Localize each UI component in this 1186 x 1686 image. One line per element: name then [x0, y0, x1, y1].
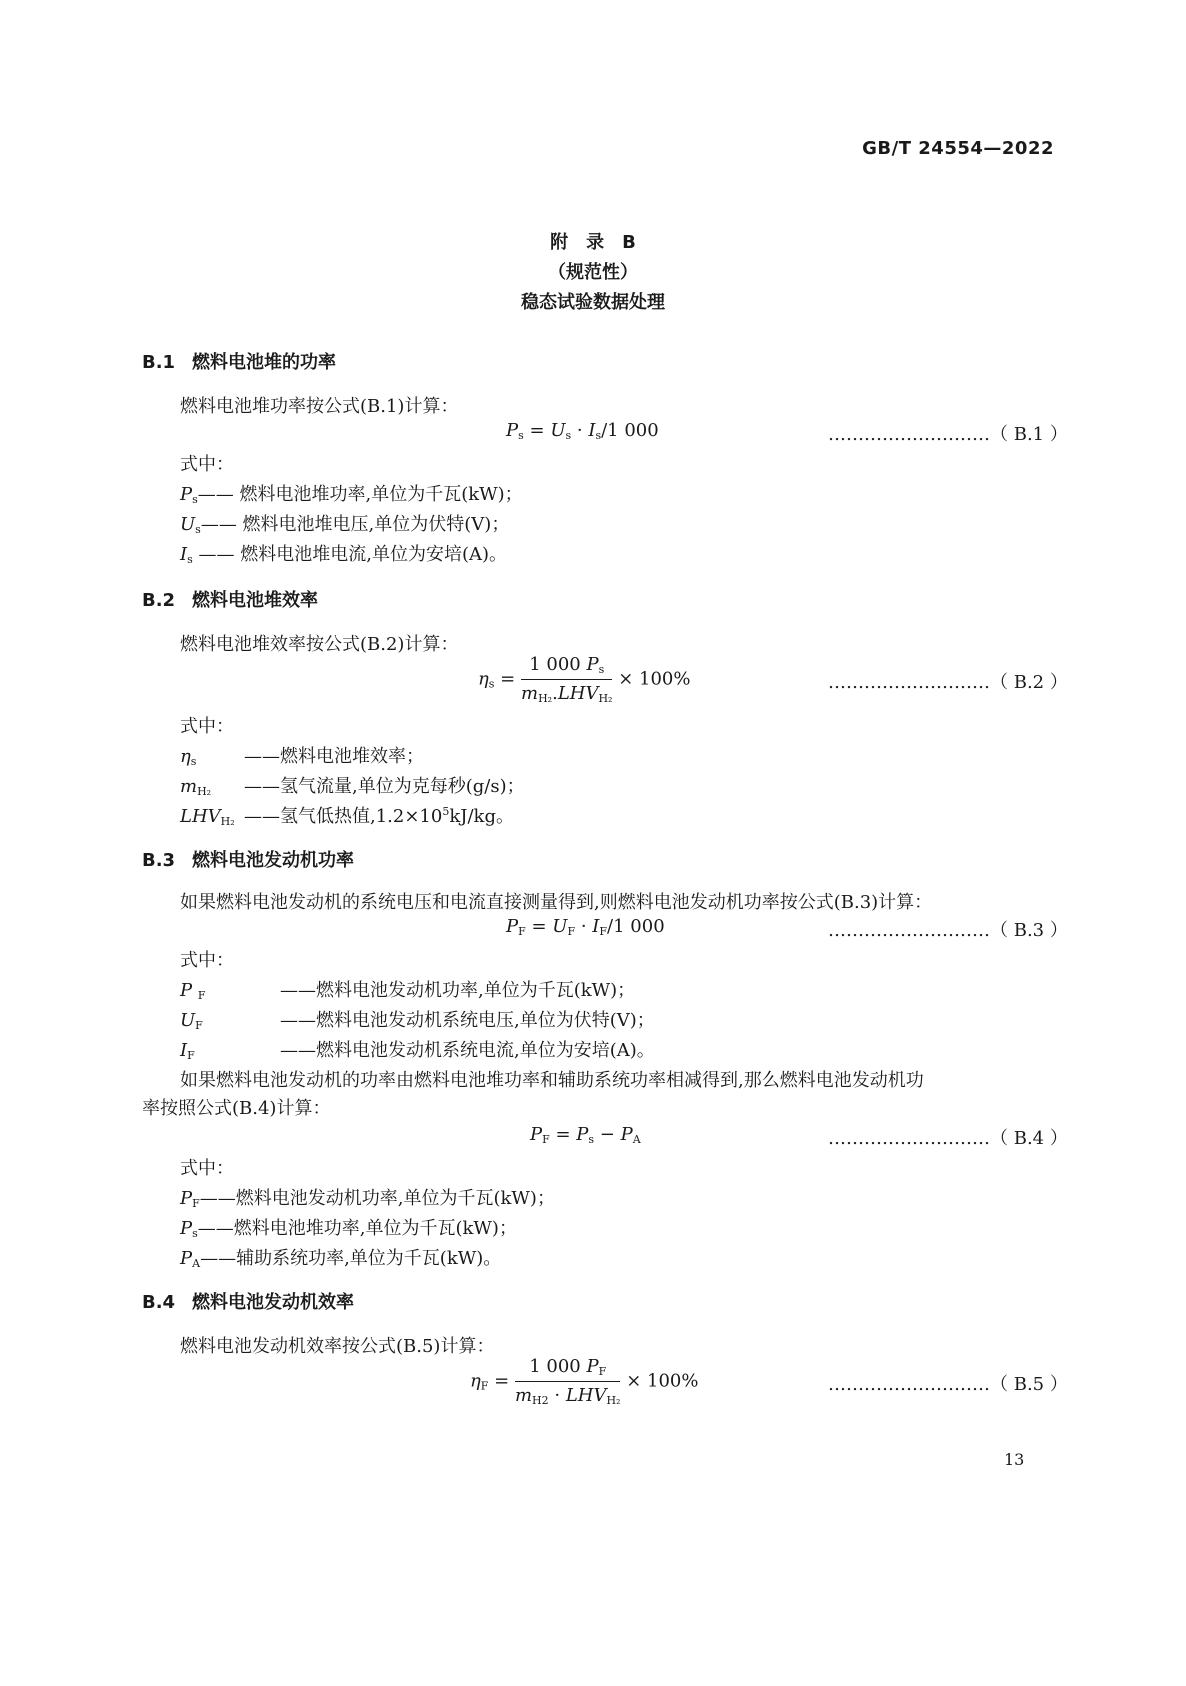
annex-heading: 稳态试验数据处理: [521, 292, 665, 313]
fraction: $\frac{1 000 P_F}{m_{H2} \cdot LHV_{H_2}}$: [514, 1356, 621, 1407]
equation-b3: $P_F = U_F \cdot I_F/1$ 000: [506, 916, 665, 938]
definition-item: $m_{H_2}$ ——氢气流量,单位为克每秒(g/s)；: [180, 776, 525, 798]
paragraph: 燃料电池发动机效率按公式(B.5)计算：: [180, 1336, 495, 1357]
definition-item: $P_s——$燃料电池堆功率,单位为千瓦(kW)；: [180, 1218, 517, 1240]
fraction: $\frac{1 000 P_s}{m_{H_2}.LHV_{H_2}}$: [520, 654, 613, 705]
definition-item: $LHV_{H_2}$ ——氢气低热值$,1.2\times 10^5kJ/kg$。: [180, 805, 514, 828]
page-number: 13: [1004, 1450, 1025, 1469]
where-label: 式中：: [180, 716, 234, 737]
section-heading-b3: [142, 846, 354, 872]
section-title: 燃料电池发动机功率: [192, 850, 354, 871]
section-title: 燃料电池发动机效率: [192, 1292, 354, 1313]
where-label: 式中：: [180, 454, 234, 475]
section-title: 燃料电池堆的功率: [192, 352, 336, 373]
annex-title: 附 录 B: [550, 232, 636, 253]
equation-b1: $P_s = U_s \cdot I_s/1$ 000: [506, 420, 659, 442]
where-label: 式中：: [180, 1158, 234, 1179]
definition-item: $I_F$ ——燃料电池发动机系统电流,单位为安培(A)。: [180, 1040, 655, 1062]
equation-tail: /1 000: [601, 420, 659, 441]
equation-number: ………………………（ B.2 ）: [828, 672, 1068, 693]
section-number: B.3: [142, 850, 176, 871]
definition-item: $U_F$ ——燃料电池发动机系统电压,单位为伏特(V)；: [180, 1010, 655, 1032]
paragraph: 燃料电池堆功率按公式(B.1)计算：: [180, 396, 459, 417]
definition-item: $P_F——$燃料电池发动机功率,单位为千瓦(kW)；: [180, 1188, 555, 1210]
definition-item: $P_A——$辅助系统功率,单位为千瓦(kW)。: [180, 1248, 502, 1270]
paragraph: 燃料电池堆效率按公式(B.2)计算：: [180, 634, 459, 655]
equation-number: ………………………（ B.5 ）: [828, 1374, 1068, 1395]
definition-item: P $_F$ ——燃料电池发动机功率,单位为千瓦(kW)；: [180, 980, 636, 1002]
definition-item: $U_s——$ 燃料电池堆电压,单位为伏特(V)；: [180, 514, 510, 536]
section-heading-b4: [142, 1288, 354, 1314]
paragraph: 如果燃料电池发动机的系统电压和电流直接测量得到,则燃料电池发动机功率按公式(B.3)计算：: [180, 892, 933, 913]
section-heading-b2: [142, 586, 318, 612]
section-number: B.4: [142, 1292, 176, 1313]
equation-number: ………………………（ B.4 ）: [828, 1128, 1068, 1149]
section-number: B.2: [142, 590, 176, 611]
definition-item: $P_s——$ 燃料电池堆功率,单位为千瓦(kW)；: [180, 484, 523, 506]
standard-number: GB/T 24554—2022: [862, 138, 1054, 159]
definition-item: $\eta_s$ ——燃料电池堆效率；: [180, 746, 424, 768]
section-title: 燃料电池堆效率: [192, 590, 318, 611]
equation-b4: $P_F = P_s - P_A$: [530, 1124, 641, 1146]
paragraph: 率按照公式(B.4)计算：: [142, 1098, 331, 1119]
annex-nature: （规范性）: [548, 262, 638, 283]
equation-number: ………………………（ B.3 ）: [828, 920, 1068, 941]
equation-number: ………………………（ B.1 ）: [828, 424, 1068, 445]
paragraph: 如果燃料电池发动机的功率由燃料电池堆功率和辅助系统功率相减得到,那么燃料电池发动机功: [180, 1070, 924, 1091]
where-label: 式中：: [180, 950, 234, 971]
section-number: B.1: [142, 352, 176, 373]
equation-b5: $\eta_F$ = $\frac{1 000 P_F}{m_{H2} \cdot LHV_{H_2}}$ × 100%: [470, 1356, 699, 1407]
definition-item: $I_s$ —— 燃料电池堆电流,单位为安培(A)。: [180, 544, 508, 566]
equation-b2: $\eta_s$ = $\frac{1 000 P_s}{m_{H_2}.LHV_{H_2}}$ × 100%: [478, 654, 691, 705]
section-heading-b1: [142, 348, 336, 374]
